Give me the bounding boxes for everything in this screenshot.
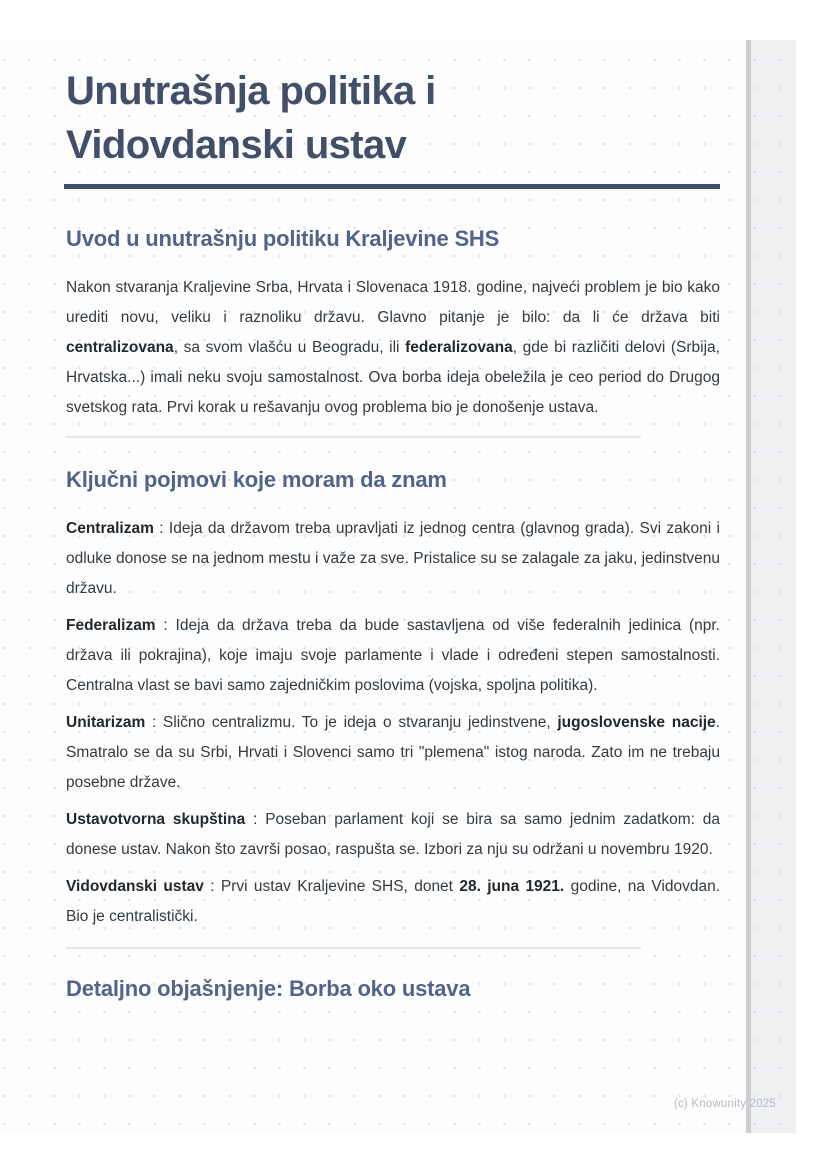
section-divider	[66, 436, 641, 438]
section-heading: Ključni pojmovi koje moram da znam	[66, 467, 447, 492]
section-detaljno-objasnjenje	[66, 973, 720, 1005]
page-title	[66, 64, 720, 172]
title-underline	[64, 184, 720, 189]
paragraph-unitarizam: Unitarizam : Slično centralizmu. To je ideja o stvaranju jedinstvene, jugoslovenske nacije. Smatralo se da su Srbi, Hrvati i Slovenci samo tri "plemena" istog naroda. Zato im ne trebaju posebne države.	[66, 714, 720, 791]
section-divider	[66, 947, 641, 949]
paragraph-federalizam: Federalizam : Ideja da država treba da bude sastavljena od više federalnih jedinica (npr. država ili pokrajina), koje imaju svoje parlamente i vlade i određeni stepen samostalnosti. Centralna vlast se bavi samo zajedničkim poslovima (vojska, spoljna politika).	[66, 617, 720, 694]
page-stack-edge	[751, 40, 796, 1133]
document-content	[66, 40, 720, 1005]
paragraph-vidovdanski-ustav: Vidovdanski ustav : Prvi ustav Kraljevine SHS, donet 28. juna 1921. godine, na Vidovdan. Bio je centralistički.	[66, 878, 721, 925]
section-heading: Uvod u unutrašnju politiku Kraljevine SHS	[66, 226, 500, 251]
section-heading: Detaljno objašnjenje: Borba oko ustava	[66, 976, 471, 1001]
paragraph-centralizam: Centralizam : Ideja da državom treba upravljati iz jednog centra (glavnog grada). Svi zakoni i odluke donose se na jednom mestu i važe za sve. Pristalice su se zalagale za jaku, jedinstvenu državu.	[66, 520, 720, 597]
copyright-watermark: (c) Knowunity 2025	[673, 1098, 776, 1110]
page-title-line2: Vidovdanski ustav	[66, 123, 407, 167]
section-uvod	[66, 223, 720, 423]
page-title-line1: Unutrašnja politika i	[66, 69, 436, 113]
paragraph-ustavotvorna-skupstina: Ustavotvorna skupština : Poseban parlament koji se bira sa samo jednim zadatkom: da donese ustav. Nakon što završi posao, raspušta se. Izbori za nju su održani u novembru 1920.	[66, 811, 720, 858]
section-kljucni-pojmovi	[66, 464, 720, 932]
paragraph: Nakon stvaranja Kraljevine Srba, Hrvata i Slovenaca 1918. godine, najveći problem je bio kako urediti novu, veliku i raznoliku državu. Glavno pitanje je bilo: da li će država biti centralizovana, sa svom vlašću u Beogradu, ili federalizovana, gde bi različiti delovi (Srbija, Hrvatska...) imali neku svoju samostalnost. Ova borba ideja obeležila je ceo period do Drugog svetskog rata. Prvi korak u rešavanju ovog problema bio je donošenje ustava.	[66, 279, 720, 416]
